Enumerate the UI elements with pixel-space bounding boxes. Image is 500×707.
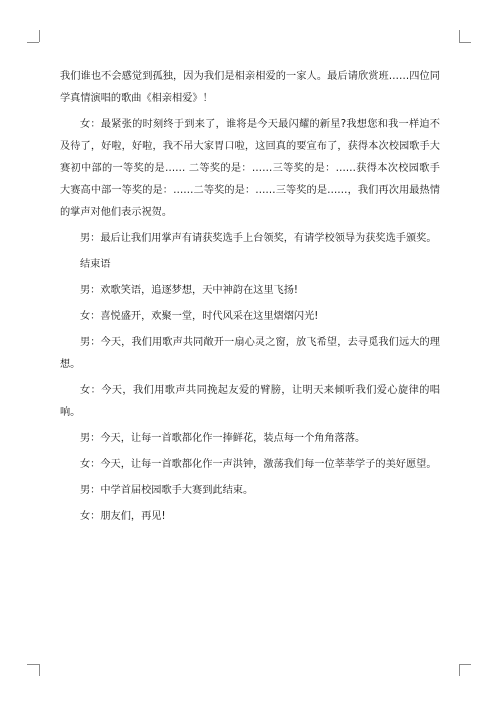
crop-mark-bottom-right — [459, 664, 472, 677]
paragraph-award-ceremony: 男：最后让我们用掌声有请获奖选手上台领奖，有请学校领导为获奖选手颁奖。 — [80, 233, 437, 244]
paragraph-farewell: 女：朋友们，再见! — [80, 511, 166, 522]
document-body — [60, 66, 440, 528]
crop-mark-top-left — [27, 30, 40, 43]
paragraph-closing-line: 男：欢歌笑语，追逐梦想，天中神韵在这里飞扬! — [80, 285, 299, 296]
paragraph-closing-line: 女：今天，我们用歌声共同挽起友爱的臂膀，让明天来倾听我们爱心旋律的唱响。 — [60, 385, 440, 418]
paragraph-closing-line: 男：今天，我们用歌声共同敞开一扇心灵之窗，放飞希望，去寻觅我们远大的理想。 — [60, 337, 440, 370]
paragraph-closing-line: 女：今天，让每一首歌都化作一声洪钟，激荡我们每一位莘莘学子的美好愿望。 — [80, 459, 437, 470]
section-heading-closing: 结束语 — [80, 259, 111, 270]
paragraph-closing-line: 男：中学首届校园歌手大赛到此结束。 — [80, 485, 254, 496]
crop-mark-top-right — [459, 30, 472, 43]
paragraph-award-announcement: 女：最紧张的时刻终于到来了，谁将是今天最闪耀的新星?我想您和我一样迫不及待了，好啦，好啦，我不吊大家胃口啦，这回真的要宣布了，获得本次校园歌手大赛初中部的一等奖的是…… 二等奖的是：……三等奖的是：……获得本次校园歌手大赛高中部一等奖的是：……二等奖的是：……三等奖的是……，我们再次用最热情的掌声对他们表示祝贺。 — [60, 119, 440, 218]
crop-mark-bottom-left — [27, 664, 40, 677]
paragraph-closing-line: 男：今天，让每一首歌都化作一捧鲜花，装点每一个角角落落。 — [80, 433, 366, 444]
paragraph-closing-line: 女：喜悦盛开，欢聚一堂，时代风采在这里熠熠闪光! — [80, 311, 319, 322]
paragraph-continuation: 我们谁也不会感觉到孤独，因为我们是相亲相爱的一家人。最后请欣赏班……四位同学真情演唱的歌曲《相亲相爱》！ — [60, 71, 440, 104]
